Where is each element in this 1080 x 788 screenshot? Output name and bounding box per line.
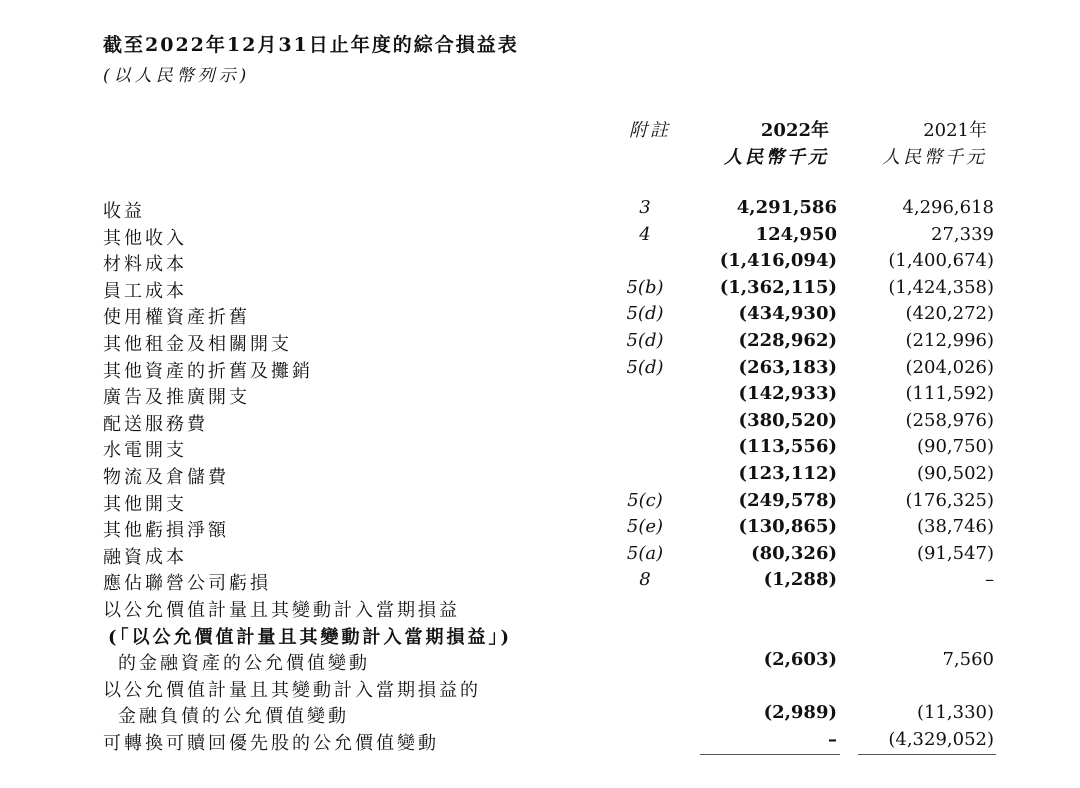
- row-value-2022: 4,291,586: [736, 197, 837, 218]
- row-value-2021: (11,330): [916, 702, 994, 724]
- row-value-2022: (2,603): [763, 649, 837, 671]
- row-value-2021: (111,592): [905, 383, 994, 405]
- note-column-header: 附註: [629, 120, 671, 141]
- row-value-2021: (212,996): [905, 329, 994, 351]
- row-value-2022: –: [828, 728, 837, 750]
- row-value-2022: (1,416,094): [719, 250, 837, 272]
- statement-rows: [0, 195, 1080, 753]
- table-row: [0, 408, 1080, 435]
- table-row: [0, 541, 1080, 568]
- row-label: 員工成本: [103, 280, 187, 302]
- row-label: 其他資產的折舊及攤銷: [103, 360, 313, 382]
- year-2022-header: 2022年: [760, 120, 829, 141]
- row-note: 3: [639, 197, 651, 218]
- row-value-2021: (90,750): [916, 436, 994, 458]
- row-value-2022: (263,183): [738, 356, 837, 378]
- table-row: [0, 594, 1080, 621]
- row-value-2022: (123,112): [738, 462, 837, 484]
- table-row: [0, 275, 1080, 302]
- table-row: [0, 195, 1080, 222]
- row-note: 5(d): [626, 303, 664, 325]
- table-row: [0, 488, 1080, 515]
- row-value-2022: (380,520): [738, 409, 837, 431]
- row-value-2022: (1,362,115): [719, 276, 837, 298]
- row-label: 使用權資產折舊: [103, 307, 250, 329]
- table-row: [0, 567, 1080, 594]
- table-row: [0, 222, 1080, 249]
- unit-2021-header: 人民幣千元: [882, 147, 987, 168]
- row-note: 5(a): [626, 542, 664, 564]
- row-value-2021: 27,339: [931, 223, 994, 245]
- row-label: 可轉換可贖回優先股的公允價值變動: [103, 732, 439, 754]
- row-value-2021: (91,547): [916, 542, 994, 564]
- row-label: 融資成本: [103, 546, 187, 568]
- table-row: [0, 461, 1080, 488]
- table-row: [0, 248, 1080, 275]
- table-row: [0, 674, 1080, 701]
- table-row: [0, 328, 1080, 355]
- row-value-2021: (1,400,674): [888, 250, 994, 272]
- row-note: 5(b): [626, 276, 664, 298]
- row-label: 的金融資產的公允價值變動: [118, 653, 370, 675]
- row-value-2022: (113,556): [738, 436, 837, 458]
- subtotal-underline-2021: [858, 754, 996, 755]
- row-value-2021: 4,296,618: [902, 197, 994, 218]
- row-label: 材料成本: [103, 254, 187, 276]
- row-note: 5(d): [626, 356, 664, 378]
- row-label: 應佔聯營公司虧損: [103, 573, 271, 595]
- subtotal-underline-2022: [700, 754, 840, 755]
- year-2021-header: 2021年: [923, 120, 987, 141]
- row-value-2021: (420,272): [905, 303, 994, 325]
- row-label: 物流及倉儲費: [103, 466, 229, 488]
- statement-subtitle: (以人民幣列示): [103, 66, 251, 86]
- table-row: [0, 355, 1080, 382]
- row-value-2021: 7,560: [942, 649, 994, 671]
- row-note: 4: [639, 223, 651, 245]
- row-label: 金融負債的公允價值變動: [118, 706, 349, 728]
- table-row: [0, 621, 1080, 648]
- table-row: [0, 434, 1080, 461]
- table-row: [0, 700, 1080, 727]
- row-label: 其他開支: [103, 493, 187, 515]
- row-value-2022: (228,962): [738, 329, 837, 351]
- row-value-2022: (249,578): [738, 489, 837, 511]
- row-value-2022: (1,288): [763, 569, 837, 591]
- row-value-2022: (434,930): [738, 303, 837, 325]
- table-row: [0, 727, 1080, 754]
- row-value-2022: (2,989): [763, 702, 837, 724]
- row-value-2021: (176,325): [905, 489, 994, 511]
- table-row: [0, 301, 1080, 328]
- row-label: 以公允價值計量且其變動計入當期損益: [103, 599, 460, 621]
- row-label: 收益: [103, 201, 145, 222]
- row-value-2022: (142,933): [738, 383, 837, 405]
- table-row: [0, 381, 1080, 408]
- table-row: [0, 514, 1080, 541]
- row-value-2021: (204,026): [905, 356, 994, 378]
- row-value-2021: (38,746): [916, 516, 994, 538]
- row-note: 8: [639, 569, 651, 591]
- row-value-2022: 124,950: [755, 223, 837, 245]
- row-value-2021: –: [985, 569, 994, 591]
- table-row: [0, 647, 1080, 674]
- row-value-2022: (80,326): [751, 542, 837, 564]
- row-label: 配送服務費: [103, 413, 208, 435]
- row-value-2021: (4,329,052): [888, 728, 994, 750]
- row-label: (「以公允價值計量且其變動計入當期損益」): [108, 626, 513, 648]
- row-label: 其他虧損淨額: [103, 520, 229, 542]
- row-value-2021: (1,424,358): [888, 276, 994, 298]
- row-label: 以公允價值計量且其變動計入當期損益的: [103, 679, 481, 701]
- row-label: 其他租金及相關開支: [103, 333, 292, 355]
- row-note: 5(d): [626, 329, 664, 351]
- row-value-2022: (130,865): [738, 516, 837, 538]
- row-label: 水電開支: [103, 440, 187, 462]
- unit-2022-header: 人民幣千元: [724, 147, 829, 168]
- statement-title: 截至2022年12月31日止年度的綜合損益表: [103, 34, 519, 56]
- row-note: 5(c): [627, 489, 663, 511]
- row-note: 5(e): [626, 516, 664, 538]
- row-value-2021: (90,502): [916, 462, 994, 484]
- row-label: 廣告及推廣開支: [103, 387, 250, 409]
- row-value-2021: (258,976): [905, 409, 994, 431]
- row-label: 其他收入: [103, 227, 187, 249]
